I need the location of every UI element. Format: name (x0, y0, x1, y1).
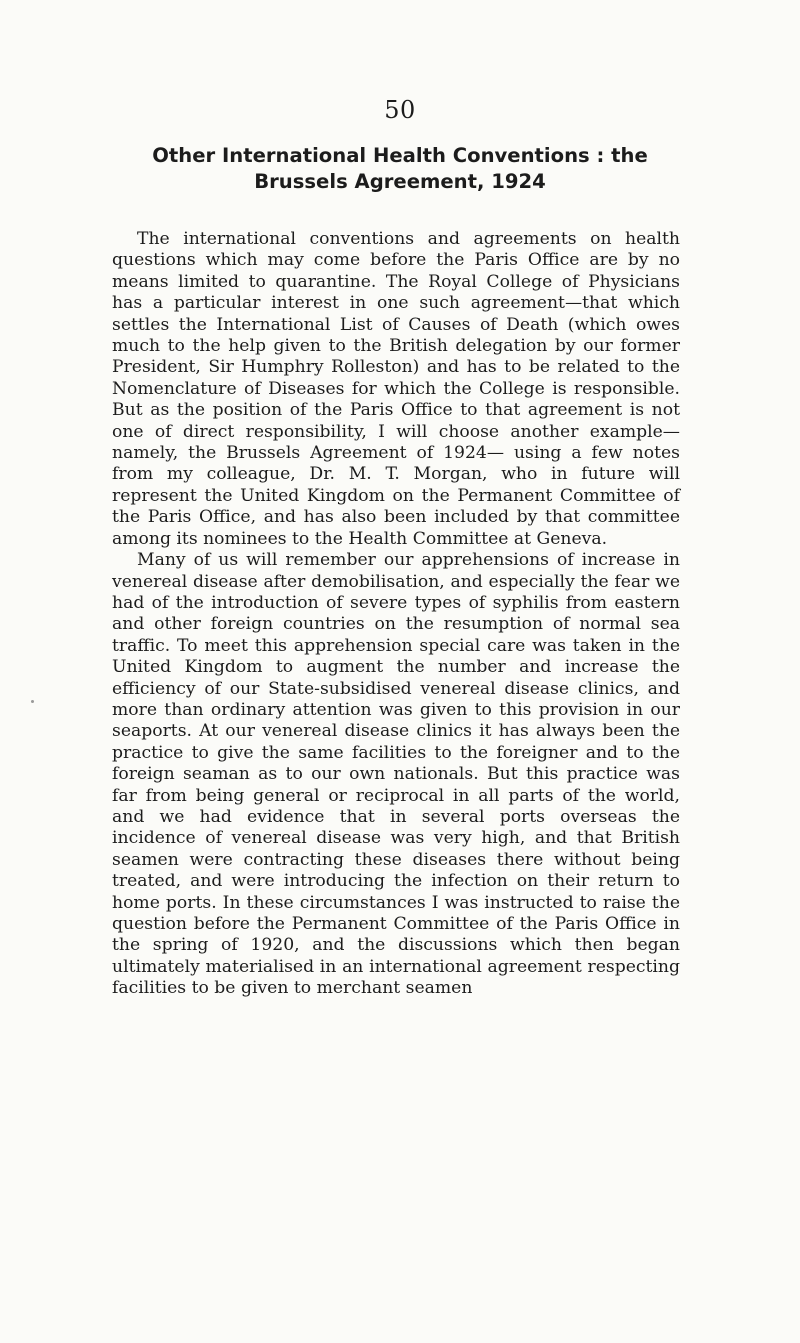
paragraph-2: Many of us will remember our apprehensions of increase in venereal disease after demobilisation, and especially the fear we had of the introduction of severe types of syphilis from eastern and other foreign countries on the resumption of normal sea traffic. To meet this apprehension special care was taken in the United Kingdom to augment the number and increase the efficiency of our State-subsidised venereal disease clinics, and more than ordinary attention was given to this provision in our seaports. At our venereal disease clinics it has always been the practice to give the same facilities to the foreigner and to the foreign seaman as to our own nationals. But this practice was far from being general or reciprocal in all parts of the world, and we had evidence that in several ports overseas the incidence of venereal disease was very high, and that British seamen were contracting these diseases there without being treated, and were introducing the infection on their return to home ports. In these circumstances I was instructed to raise the question before the Permanent Committee of the Paris Office in the spring of 1920, and the discussions which then began ultimately materialised in an international agreement respecting facilities to be given to merchant seamen (112, 550, 680, 999)
heading-line-1: Other International Health Conventions : the (152, 144, 648, 167)
paragraph-1: The international conventions and agreements on health questions which may come before the Paris Office are by no means limited to quarantine. The Royal College of Physicians has a particular interest in one such agreement—that which settles the International List of Causes of Death (which owes much to the help given to the British delegation by our former President, Sir Humphry Rolleston) and has to be related to the Nomenclature of Diseases for which the College is responsible. But as the position of the Paris Office to that agreement is not one of direct responsibility, I will choose another example—namely, the Brussels Agreement of 1924— using a few notes from my colleague, Dr. M. T. Morgan, who in future will represent the United Kingdom on the Permanent Committee of the Paris Office, and has also been included by that committee among its nominees to the Health Committee at Geneva. (112, 229, 680, 549)
paper-speck (31, 700, 34, 703)
section-heading (115, 143, 685, 195)
page-number: 50 (384, 96, 416, 124)
heading-line-2: Brussels Agreement, 1924 (254, 170, 546, 193)
body-text (112, 229, 680, 1000)
